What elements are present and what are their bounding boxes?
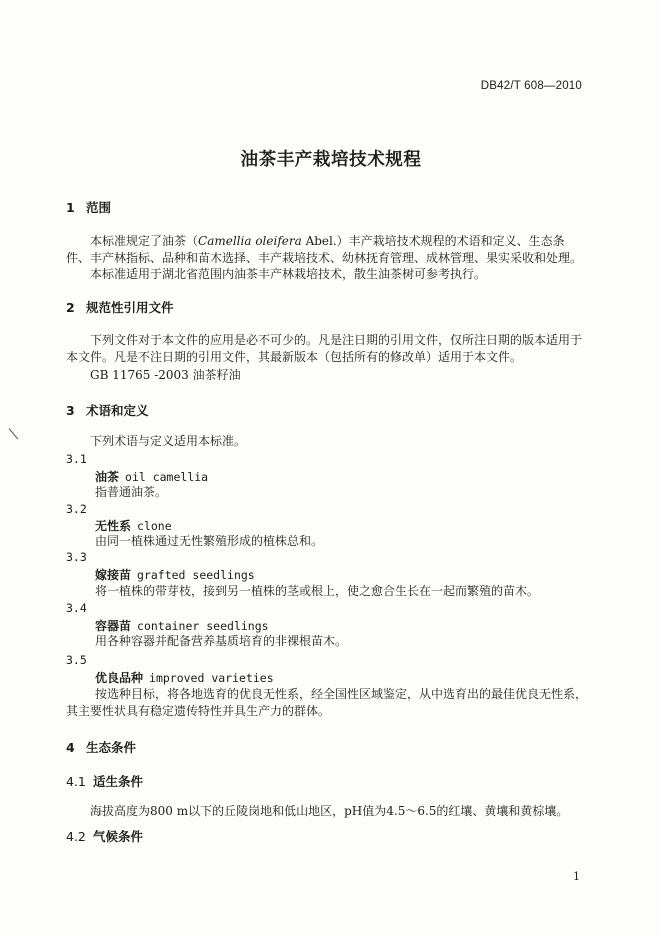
term-title: 容器苗 container seedlings: [95, 619, 269, 633]
term-definition: 指普通油茶。: [95, 485, 168, 499]
page-number: 1: [573, 870, 580, 883]
section-1-paragraph-1: 本标准规定了油茶（Camellia oleifera Abel.）丰产栽培技术规程的术语和定义、生态条件、丰产林指标、品种和苗木选择、丰产栽培技术、幼林抚育管理、成林管理、果实采收和处理。: [66, 234, 583, 265]
term-title: 油茶 oil camellia: [95, 470, 209, 484]
scan-artifact-mark: [9, 428, 19, 439]
term-definition: 由同一植株通过无性繁殖形成的植株总和。: [95, 534, 324, 548]
section-number: 3: [66, 403, 75, 418]
term-definition: 用各种容器并配备营养基质培育的非裸根苗木。: [95, 634, 348, 648]
section-title: 规范性引用文件: [86, 300, 174, 315]
section-2-paragraph-1: 下列文件对于本文件的应用是必不可少的。凡是注日期的引用文件，仅所注日期的版本适用于本文件。凡是不注日期的引用文件，其最新版本（包括所有的修改单）适用于本文件。: [66, 333, 583, 364]
subsection-number: 4.1: [66, 774, 86, 789]
document-code: DB42/T 608—2010: [480, 80, 582, 92]
section-number: 4: [66, 740, 75, 755]
subsection-4-1-heading: [66, 772, 143, 790]
section-2-heading: [66, 298, 174, 316]
section-number: 2: [66, 300, 75, 315]
subsection-number: 4.2: [66, 829, 86, 844]
subsection-4-1-text: 海拔高度为800 m以下的丘陵岗地和低山地区，pH值为4.5～6.5的红壤、黄壤和黄棕壤。: [90, 804, 569, 818]
term-definition: 按选种目标，将各地选育的优良无性系，经全国性区域鉴定，从中选育出的最佳优良无性系，其主要性状具有稳定遗传特性并具生产力的群体。: [66, 687, 588, 718]
section-title: 生态条件: [86, 740, 137, 755]
term-number: 3.5: [66, 653, 87, 667]
term-number: 3.2: [66, 502, 87, 516]
section-1-paragraph-2: 本标准适用于湖北省范围内油茶丰产林栽培技术，散生油茶树可参考执行。: [90, 267, 487, 281]
subsection-title: 气候条件: [93, 829, 144, 844]
document-title: 油茶丰产栽培技术规程: [240, 150, 422, 170]
term-number: 3.3: [66, 550, 87, 564]
term-title: 优良品种 improved varieties: [95, 671, 274, 685]
normative-reference: GB 11765 -2003 油茶籽油: [90, 368, 241, 382]
term-title: 无性系 clone: [95, 519, 172, 533]
subsection-title: 适生条件: [93, 774, 144, 789]
section-3-heading: [66, 401, 149, 419]
latin-name: Camellia oleifera: [198, 234, 302, 248]
section-3-intro: 下列术语与定义适用本标准。: [90, 434, 247, 448]
term-number: 3.1: [66, 452, 87, 466]
section-1-heading: [66, 198, 111, 216]
section-4-heading: [66, 738, 136, 756]
term-definition: 将一植株的带芽枝，接到另一植株的茎或根上，使之愈合生长在一起而繁殖的苗木。: [95, 584, 540, 598]
section-title: 范围: [86, 200, 112, 215]
section-title: 术语和定义: [86, 403, 149, 418]
term-number: 3.4: [66, 601, 87, 615]
subsection-4-2-heading: [66, 827, 143, 845]
section-number: 1: [66, 200, 75, 215]
term-title: 嫁接苗 grafted seedlings: [95, 568, 255, 582]
